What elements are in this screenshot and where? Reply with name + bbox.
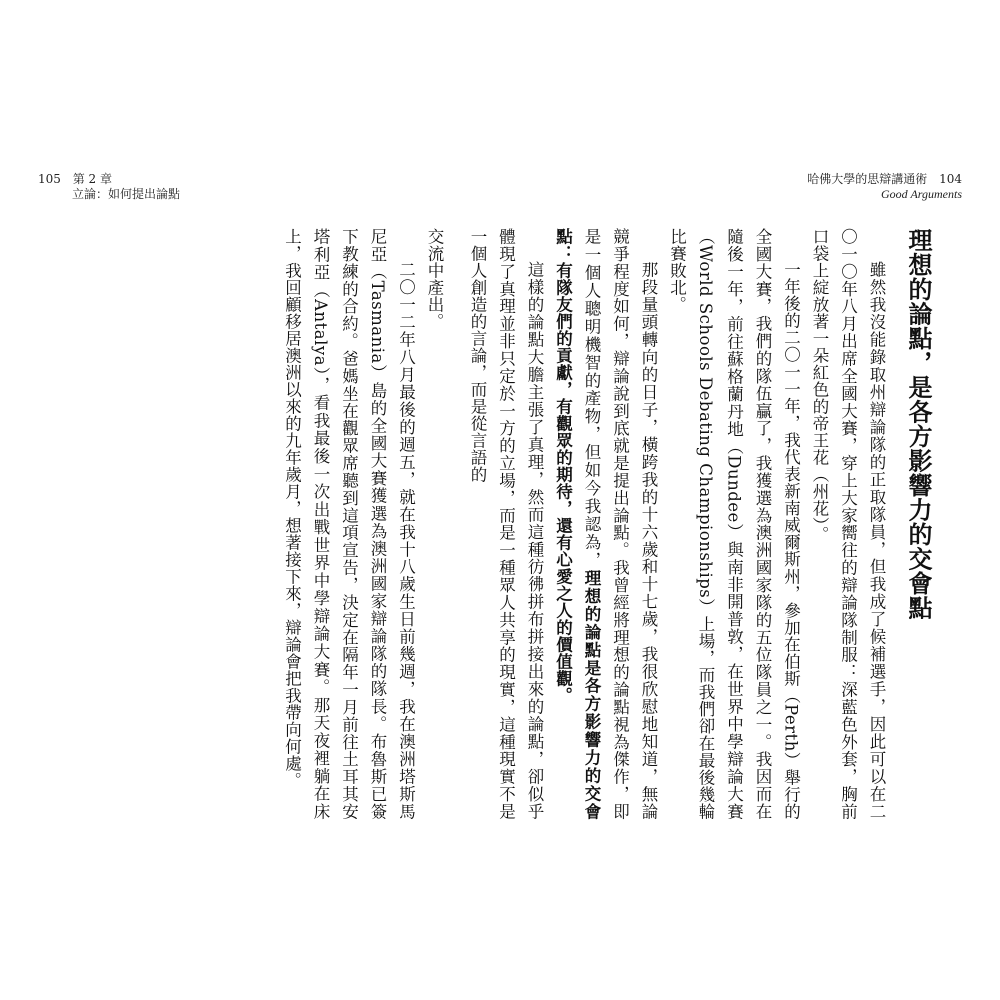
left-page-body — [277, 228, 448, 820]
paragraph-3-text: 那段量頭轉向的日子，橫跨我的十六歲和十七歲，我很欣慰地知道，無論競爭程度如何，辯論說到底就是提出論點。我曾經將理想的論點視為傑作，即是一個人聰明機智的產物，但如今我認為， — [582, 228, 658, 820]
right-page-number: 104 — [939, 172, 962, 186]
book-title: 哈佛大學的思辯講通術 — [807, 172, 928, 186]
right-running-header — [807, 172, 962, 202]
section-heading: 理想的論點，是各方影響力的交會點 — [904, 228, 932, 620]
left-running-header — [38, 172, 180, 202]
right-page-body — [463, 228, 939, 820]
paragraph-6: 二〇一二年八月最後的週五，就在我十八歲生日前幾週，我在澳洲塔斯馬尼亞（Tasmania）島的全國大賽獲選為澳洲國家辯論隊的隊長。布魯斯已簽下教練的合約。爸媽坐在觀眾席聽到這項宣告，決定在隔年一月前往土耳其安塔利亞（Antalya），看我最後一次出戰世界中學辯論大賽。那天夜裡躺在床上，我回顧移居澳洲以來的九年歲月，想著接下來，辯論會把我帶向何處。 — [282, 228, 416, 820]
chapter-title: 立論：如何提出論點 — [72, 187, 181, 201]
paragraph-3-bold: 理想的論點是各方影響力的交會點：有隊友們的貢獻，有觀眾的期待，還有心愛之人的價值觀。 — [553, 228, 601, 820]
paragraph-4: 這樣的論點大膽主張了真理，然而這種彷彿拼布拼接出來的論點，卻似乎體現了真理並非只定於一方的立場，而是一種眾人共享的現實，這種現實不是一個人創造的言論，而是從言語的 — [468, 228, 544, 820]
left-page-number: 105 — [38, 172, 61, 186]
paragraph-1: 雖然我沒能錄取州辯論隊的正取隊員，但我成了候補選手，因此可以在二〇一〇年八月出席全國大賽，穿上大家嚮往的辯論隊制服：深藍色外套，胸前口袋上綻放著一朵紅色的帝王花（州花）。 — [810, 228, 886, 820]
paragraph-2: 一年後的二〇一一年，我代表新南威爾斯州，參加在伯斯（Perth）舉行的全國大賽，我們的隊伍贏了，我獲選為澳洲國家隊的五位隊員之一。我因而在隨後一年，前往蘇格蘭丹地（Dundee）與南非開普敦，在世界中學辯論大賽（World Schools Debating Championships）上場，而我們卻在最後幾輪比賽敗北。 — [667, 228, 801, 820]
english-book-title: Good Arguments — [881, 187, 962, 201]
chapter-number: 第 2 章 — [72, 172, 112, 186]
paragraph-3 — [548, 228, 662, 820]
paragraph-5: 交流中產出。 — [425, 228, 444, 330]
